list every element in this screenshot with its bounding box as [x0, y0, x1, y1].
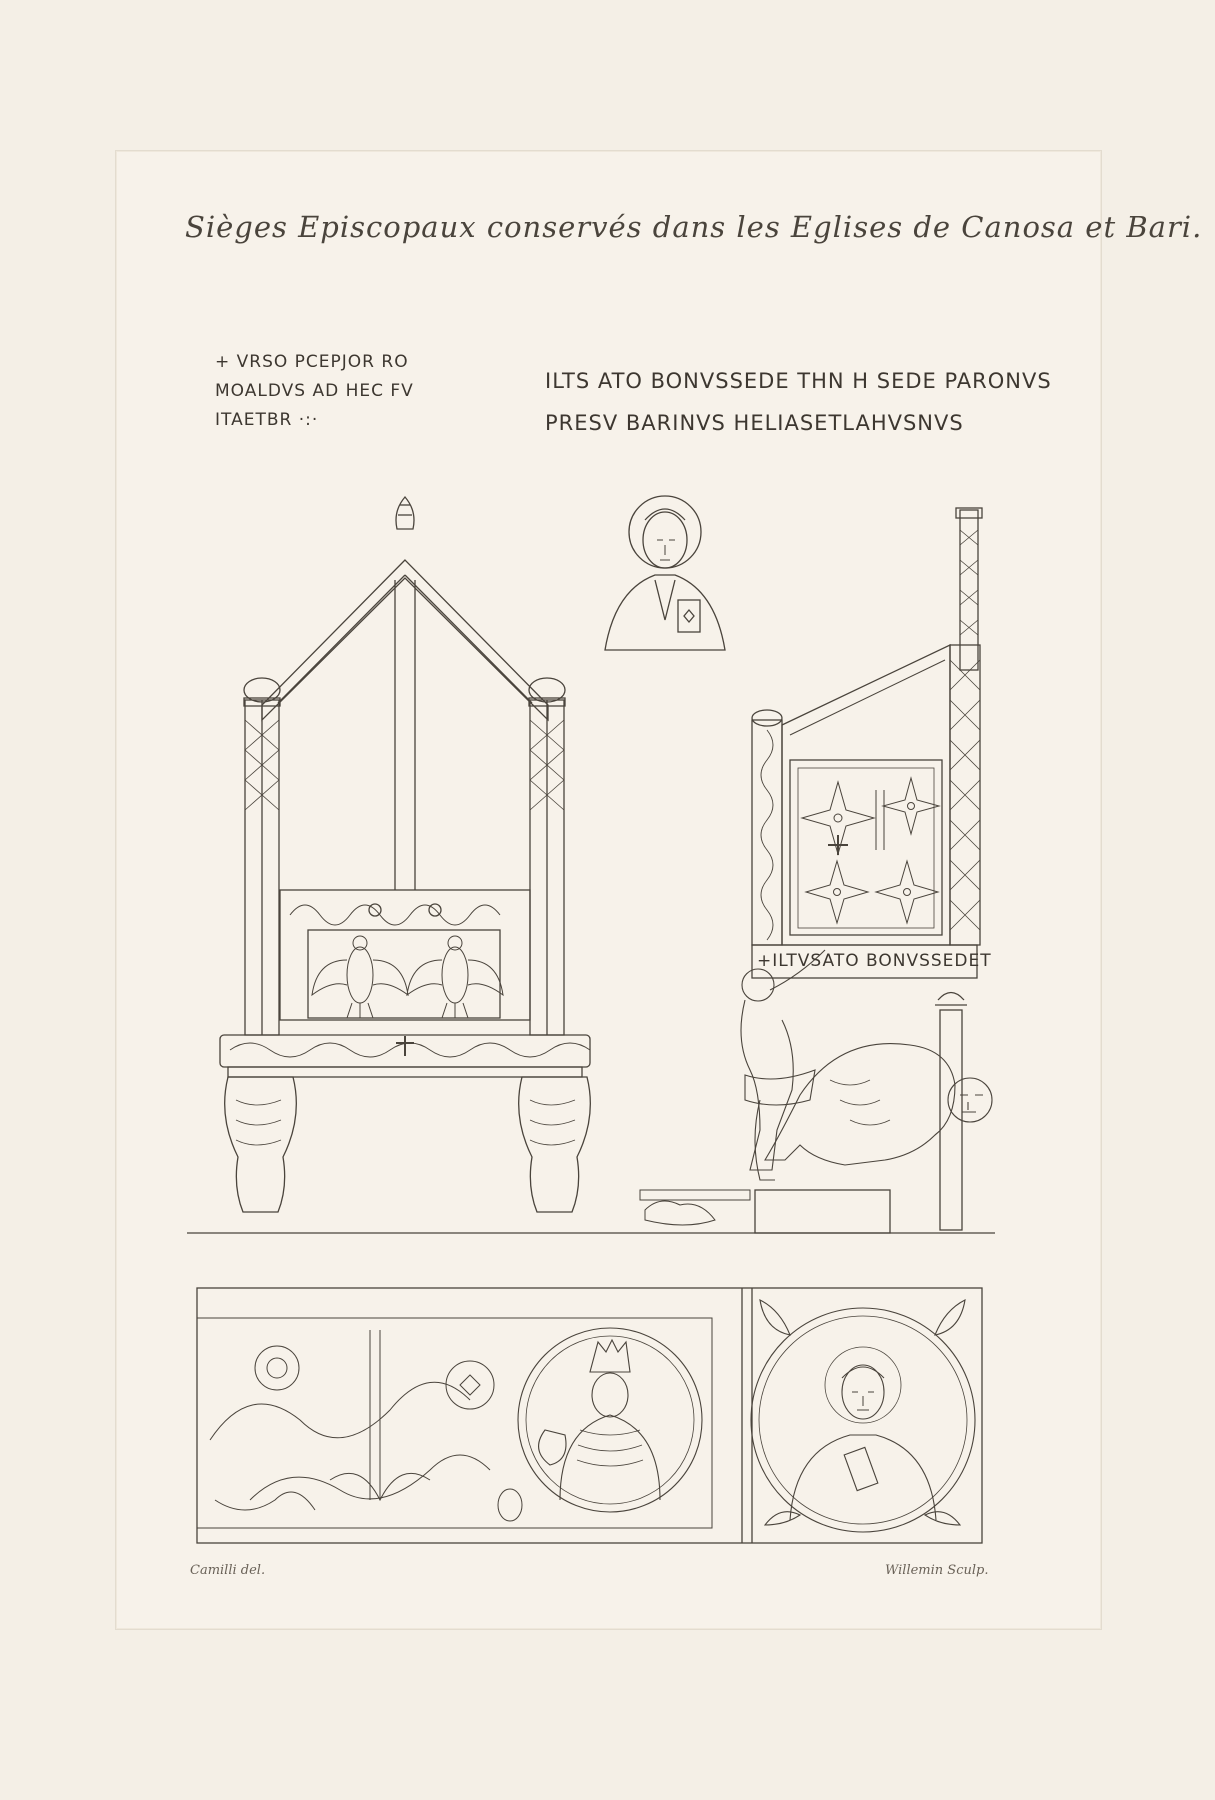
canosa-chair: [220, 497, 590, 1212]
ornamental-frieze: [197, 1288, 982, 1543]
inscription-left-line: + VRSO PCEPJOR RO: [215, 352, 409, 372]
engraver-signature: Willemin Sculp.: [885, 1563, 989, 1578]
saint-bust: [605, 496, 725, 650]
plate-title: Sièges Episcopaux conservés dans les Eglises de Canosa et Bari.: [185, 210, 1203, 244]
inscription-left-line: ITAETBR ·:·: [215, 410, 319, 430]
bari-chair-inscription: +ILTVSATO BONVSSEDET: [757, 951, 992, 971]
draughtsman-signature: Camilli del.: [190, 1563, 266, 1578]
inscription-right-line: PRESV BARINVS HELIASETLAHVSNVS: [545, 411, 964, 435]
inscription-left-line: MOALDVS AD HEC FV: [215, 381, 414, 401]
inscription-right-line: ILTS ATO BONVSSEDE THN H SEDE PARONVS: [545, 369, 1052, 393]
